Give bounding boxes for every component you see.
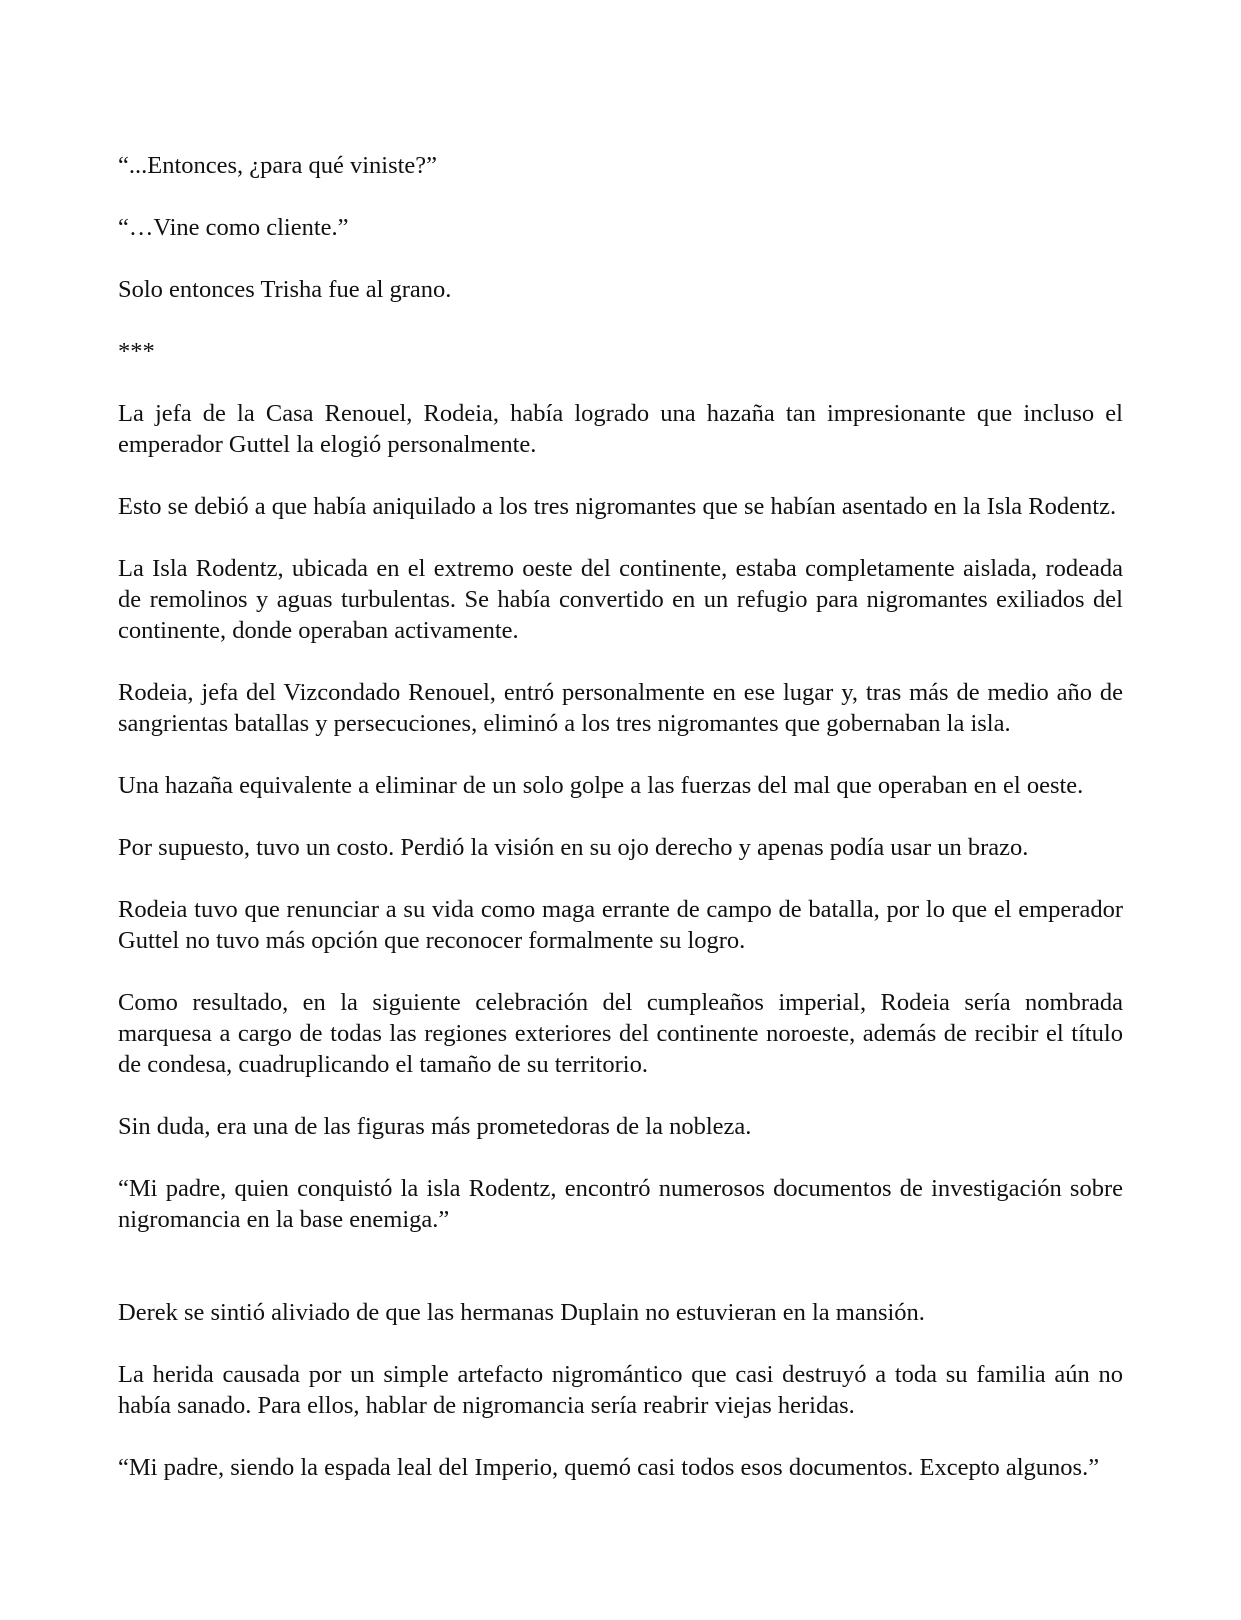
paragraph-2: “…Vine como cliente.” (118, 214, 349, 241)
paragraph-15: Derek se sintió aliviado de que las hermanas Duplain no estuvieran en la mansión. (118, 1299, 925, 1326)
paragraph-13: Sin duda, era una de las figuras más prometedoras de la nobleza. (118, 1113, 752, 1140)
paragraph-11: Rodeia tuvo que renunciar a su vida como maga errante de campo de batalla, por lo que el emperador Guttel no tuvo más opción que reconocer formalmente su logro. (118, 896, 1123, 954)
paragraph-17: “Mi padre, siendo la espada leal del Imperio, quemó casi todos esos documentos. Excepto algunos.” (118, 1454, 1100, 1481)
paragraph-10: Por supuesto, tuvo un costo. Perdió la visión en su ojo derecho y apenas podía usar un brazo. (118, 834, 1029, 861)
scene-break: *** (118, 338, 155, 365)
document-body (118, 150, 1123, 1483)
paragraph-12: Como resultado, en la siguiente celebración del cumpleaños imperial, Rodeia sería nombrada marquesa a cargo de todas las regiones exteriores del continente noroeste, además de recibir el título de condesa, cuadruplicando el tamaño de su territorio. (118, 989, 1123, 1078)
paragraph-14: “Mi padre, quien conquistó la isla Rodentz, encontró numerosos documentos de investigación sobre nigromancia en la base enemiga.” (118, 1175, 1123, 1233)
paragraph-5: La jefa de la Casa Renouel, Rodeia, había logrado una hazaña tan impresionante que incluso el emperador Guttel la elogió personalmente. (118, 400, 1123, 458)
paragraph-1: “...Entonces, ¿para qué viniste?” (118, 152, 438, 179)
paragraph-6: Esto se debió a que había aniquilado a los tres nigromantes que se habían asentado en la Isla Rodentz. (118, 493, 1117, 520)
paragraph-16: La herida causada por un simple artefacto nigromántico que casi destruyó a toda su familia aún no había sanado. Para ellos, hablar de nigromancia sería reabrir viejas heridas. (118, 1361, 1123, 1419)
paragraph-3: Solo entonces Trisha fue al grano. (118, 276, 452, 303)
paragraph-8: Rodeia, jefa del Vizcondado Renouel, entró personalmente en ese lugar y, tras más de medio año de sangrientas batallas y persecuciones, eliminó a los tres nigromantes que gobernaban la isla. (118, 679, 1123, 737)
paragraph-7: La Isla Rodentz, ubicada en el extremo oeste del continente, estaba completamente aislada, rodeada de remolinos y aguas turbulentas. Se había convertido en un refugio para nigromantes exiliados del continente, donde operaban activamente. (118, 555, 1123, 644)
paragraph-9: Una hazaña equivalente a eliminar de un solo golpe a las fuerzas del mal que operaban en el oeste. (118, 772, 1084, 799)
